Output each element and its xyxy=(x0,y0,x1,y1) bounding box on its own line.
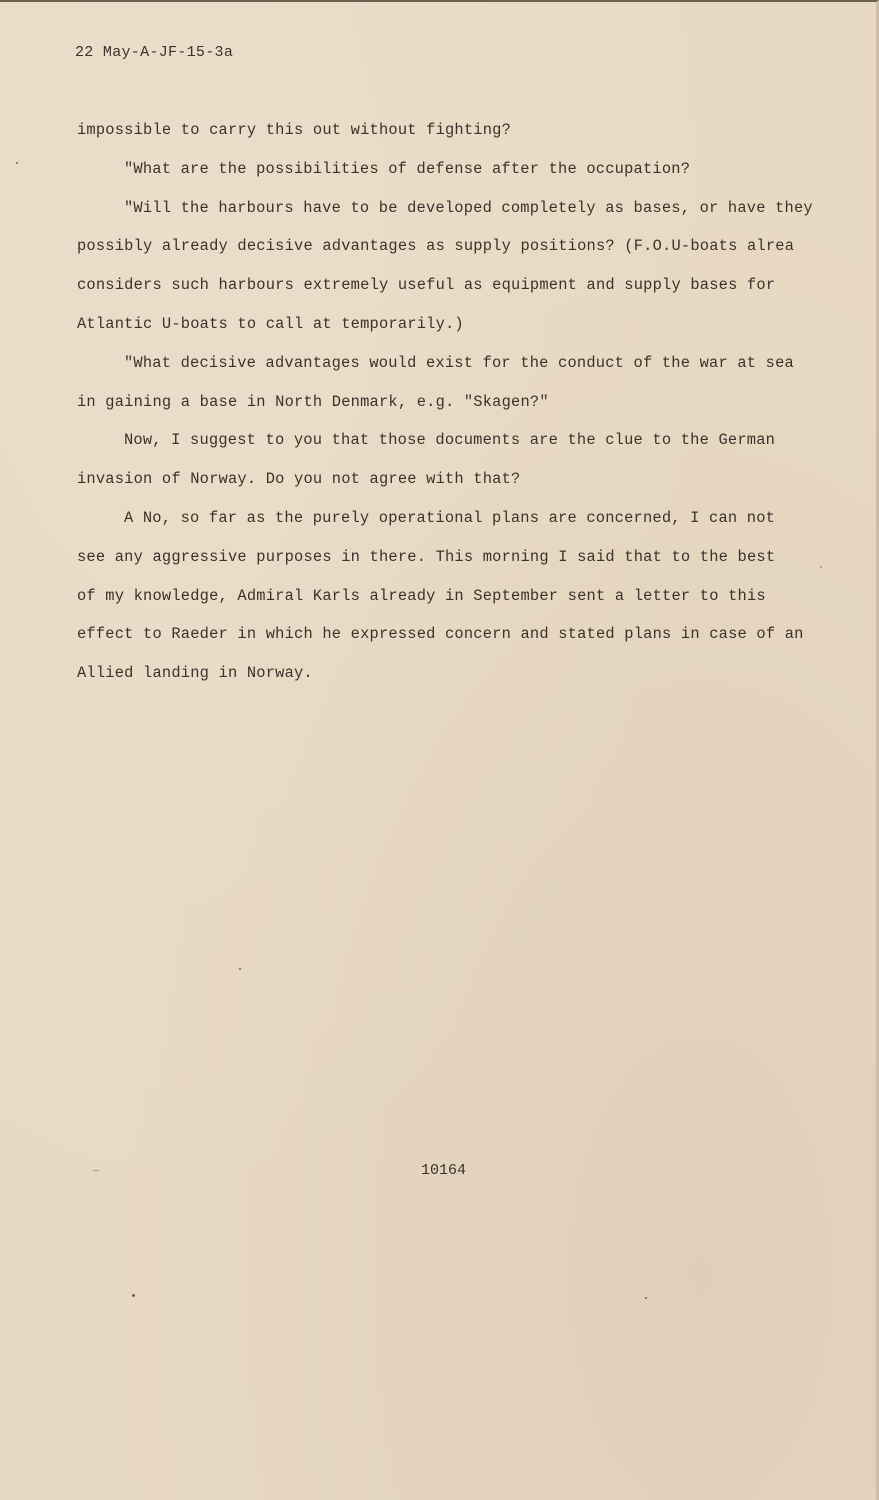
text-line: Allied landing in Norway. xyxy=(77,664,313,683)
text-line: effect to Raeder in which he expressed concern and stated plans in case of an xyxy=(77,625,804,644)
paper-speck xyxy=(93,1170,99,1171)
text-line: see any aggressive purposes in there. This morning I said that to the best xyxy=(77,547,776,566)
text-line: Atlantic U-boats to call at temporarily.) xyxy=(77,314,464,333)
text-line: considers such harbours extremely useful as equipment and supply bases for xyxy=(77,276,776,295)
paper-speck xyxy=(645,1297,647,1299)
paper-speck xyxy=(239,968,241,970)
text-line: in gaining a base in North Denmark, e.g. "Skagen?" xyxy=(77,392,549,411)
paper-speck xyxy=(132,1294,135,1297)
text-line: "Will the harbours have to be developed completely as bases, or have they xyxy=(124,198,813,217)
text-line: invasion of Norway. Do you not agree with that? xyxy=(77,470,521,489)
text-line: Now, I suggest to you that those documents are the clue to the German xyxy=(124,431,776,450)
text-line: A No, so far as the purely operational plans are concerned, I can not xyxy=(124,508,776,527)
text-line: "What are the possibilities of defense after the occupation? xyxy=(124,159,691,178)
paper-speck xyxy=(16,162,18,164)
page-number: 10164 xyxy=(421,1162,467,1179)
transcript-body xyxy=(77,118,837,700)
text-line: impossible to carry this out without fighting? xyxy=(77,121,512,139)
text-line: of my knowledge, Admiral Karls already in September sent a letter to this xyxy=(77,586,766,605)
document-reference-id: 22 May-A-JF-15-3a xyxy=(75,44,234,61)
paper-speck xyxy=(820,566,822,568)
text-line: possibly already decisive advantages as supply positions? (F.O.U-boats alrea xyxy=(77,237,795,256)
text-line: "What decisive advantages would exist for the conduct of the war at sea xyxy=(124,353,794,372)
